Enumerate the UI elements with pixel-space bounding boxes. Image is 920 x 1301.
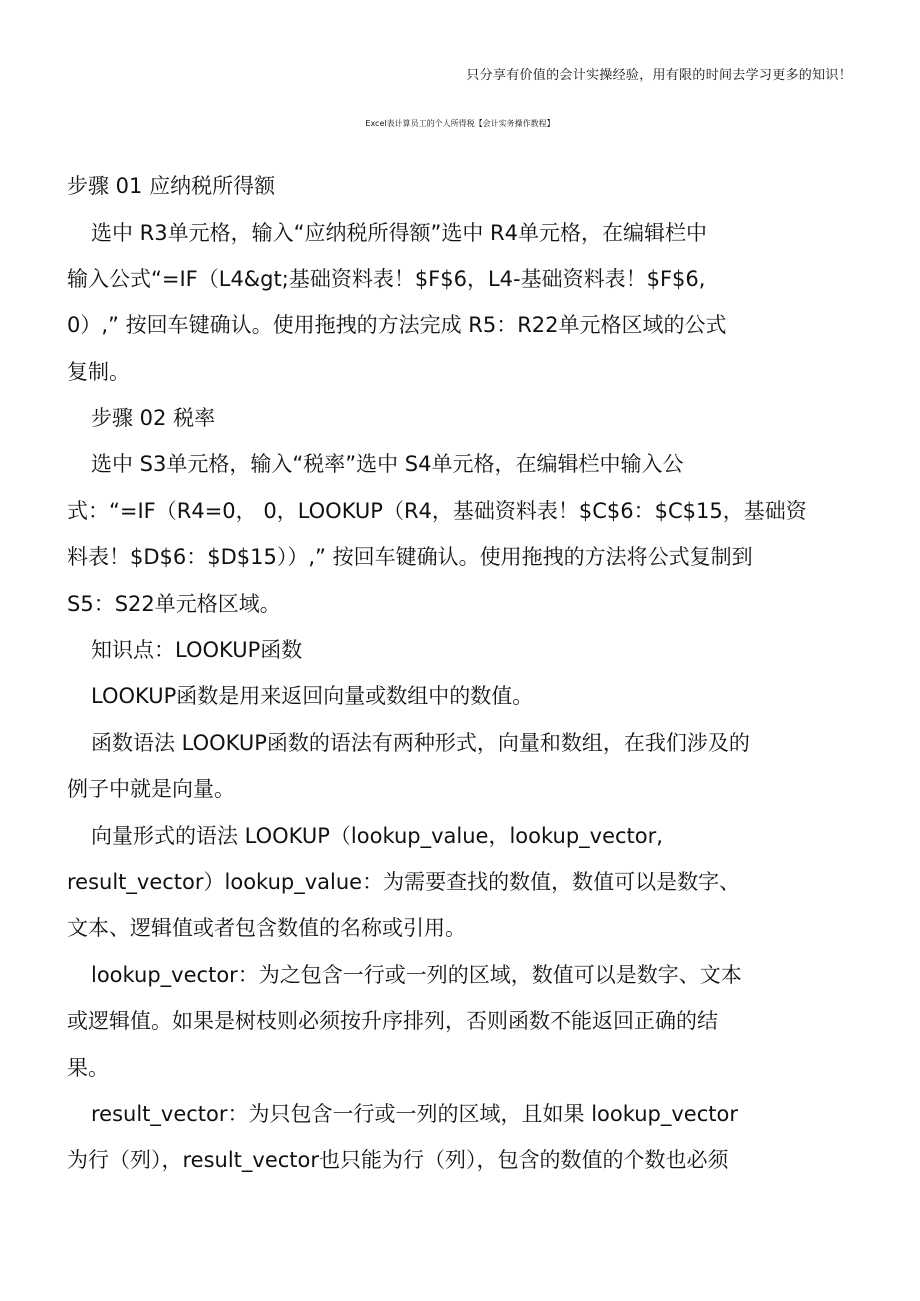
- step-02-heading: 步骤 02 税率: [91, 406, 216, 430]
- paragraph-line: 0）,” 按回车键确认。使用拖拽的方法完成 R5：R22单元格区域的公式: [67, 313, 727, 337]
- paragraph-line: 文本、逻辑值或者包含数值的名称或引用。: [67, 916, 466, 940]
- paragraph-line: result_vector）lookup_value：为需要查找的数值，数值可以是数字、: [67, 870, 741, 894]
- paragraph-line: 为行（列），result_vector也只能为行（列），包含的数值的个数也必须: [67, 1148, 729, 1172]
- paragraph-line: LOOKUP函数是用来返回向量或数组中的数值。: [91, 684, 534, 708]
- paragraph-line: 选中 R3单元格，输入“应纳税所得额”选中 R4单元格，在编辑栏中: [91, 221, 708, 245]
- paragraph-line: 例子中就是向量。: [67, 777, 235, 801]
- paragraph-line: 复制。: [67, 360, 130, 384]
- paragraph-line: 选中 S3单元格，输入“税率”选中 S4单元格，在编辑栏中输入公: [91, 452, 684, 476]
- step-01-heading: 步骤 01 应纳税所得额: [67, 174, 276, 198]
- paragraph-line: 或逻辑值。如果是树枝则必须按升序排列，否则函数不能返回正确的结: [67, 1009, 718, 1033]
- paragraph-line: result_vector：为只包含一行或一列的区域，且如果 lookup_vector: [91, 1102, 738, 1126]
- paragraph-line: 式：“=IF（R4=0， 0，LOOKUP（R4，基础资料表！$C$6：$C$15，基础资: [67, 499, 807, 523]
- paragraph-line: 函数语法 LOOKUP函数的语法有两种形式，向量和数组，在我们涉及的: [91, 731, 750, 755]
- paragraph-line: 向量形式的语法 LOOKUP（lookup_value，lookup_vector,: [91, 824, 663, 848]
- document-title: Excel表计算员工的个人所得税【会计实务操作教程】: [365, 119, 555, 128]
- paragraph-line: 料表！$D$6：$D$15））,” 按回车键确认。使用拖拽的方法将公式复制到: [67, 545, 753, 569]
- paragraph-line: S5：S22单元格区域。: [67, 592, 281, 616]
- paragraph-line: 输入公式“=IF（L4&gt;基础资料表！$F$6，L4-基础资料表！$F$6,: [67, 267, 706, 291]
- paragraph-line: 果。: [67, 1056, 109, 1080]
- knowledge-point-heading: 知识点：LOOKUP函数: [91, 638, 303, 662]
- header-note: 只分享有价值的会计实操经验，用有限的时间去学习更多的知识！: [466, 68, 852, 83]
- paragraph-line: lookup_vector：为之包含一行或一列的区域，数值可以是数字、文本: [91, 963, 742, 987]
